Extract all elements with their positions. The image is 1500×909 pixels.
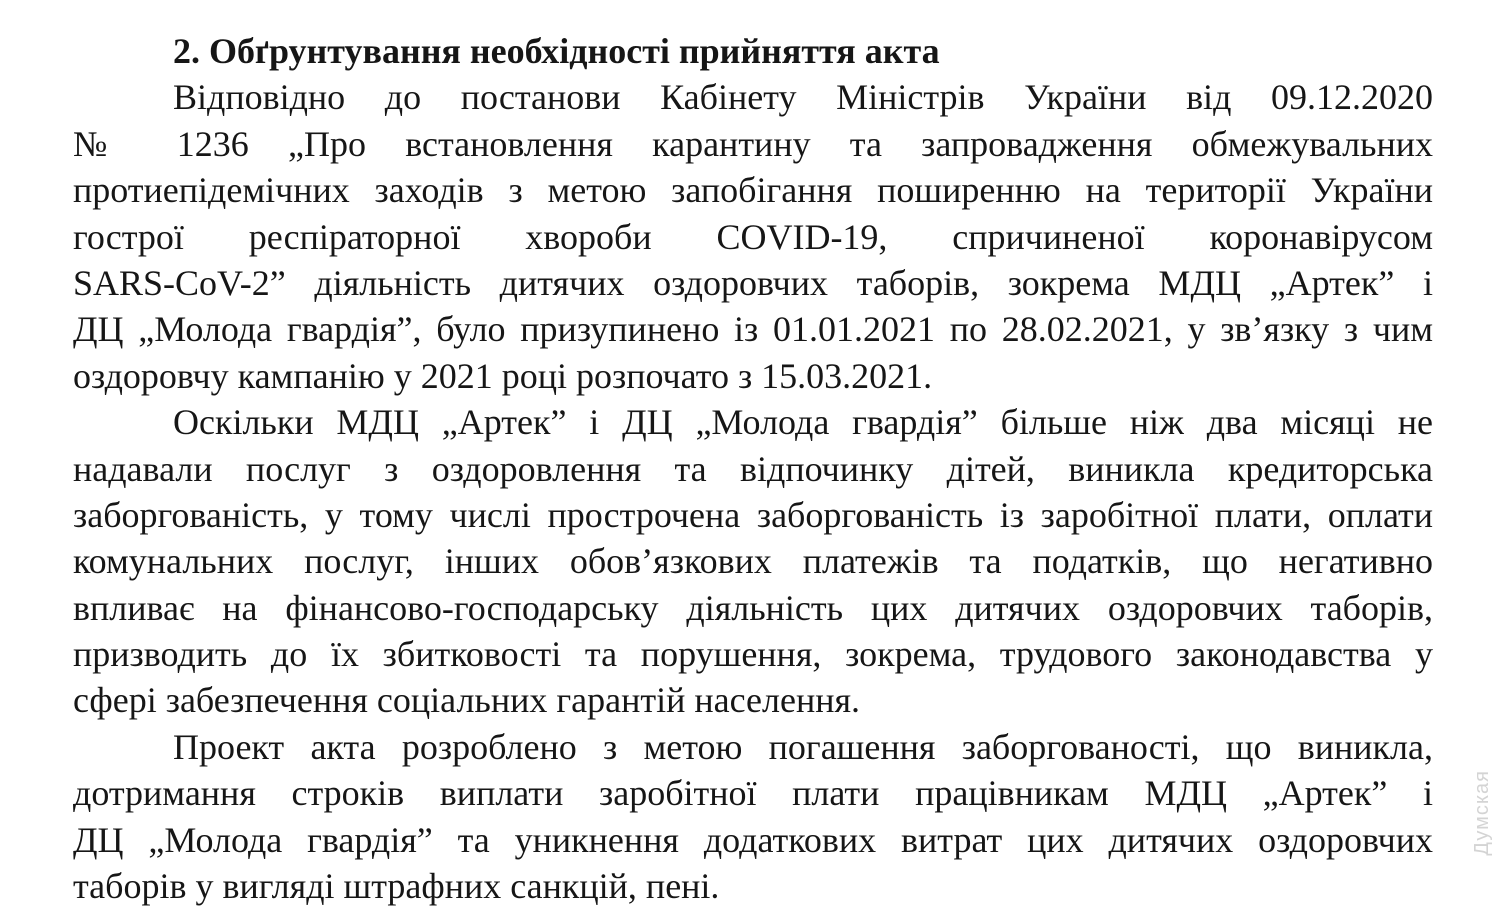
section-heading: 2. Обґрунтування необхідності прийняття акта xyxy=(173,31,940,71)
paragraph-3-line: Проект акта розроблено з метою погашення заборгованості, що виникла, xyxy=(173,726,1433,767)
paragraph-1-line: Відповідно до постанови Кабінету Міністрів України від 09.12.2020 xyxy=(173,77,1433,118)
paragraph-2-line: впливає на фінансово-господарську діяльність цих дитячих оздоровчих таборів, xyxy=(73,587,1433,628)
paragraph-1-line: SARS-CoV-2” діяльність дитячих оздоровчих таборів, зокрема МДЦ „Артек” і xyxy=(73,262,1433,303)
paragraph-2-line: призводить до їх збитковості та порушення, зокрема, трудового законодавства у xyxy=(73,634,1433,675)
paragraph-1-line: оздоровчу кампанію у 2021 році розпочато з 15.03.2021. xyxy=(73,355,933,396)
document-page xyxy=(73,28,1433,909)
paragraph-3-line: таборів у вигляді штрафних санкцій, пені. xyxy=(73,866,720,907)
paragraph-2-line: Оскільки МДЦ „Артек” і ДЦ „Молода гвардія” більше ніж два місяці не xyxy=(173,402,1433,443)
watermark: Думская xyxy=(1471,770,1493,856)
paragraph-1-line: ДЦ „Молода гвардія”, було призупинено із 01.01.2021 по 28.02.2021, у зв’язку з чим xyxy=(73,309,1433,350)
paragraph-3-line: ДЦ „Молода гвардія” та уникнення додаткових витрат цих дитячих оздоровчих xyxy=(73,819,1433,860)
paragraph-2-line: сфері забезпечення соціальних гарантій населення. xyxy=(73,680,861,721)
paragraph-3-line: дотримання строків виплати заробітної плати працівникам МДЦ „Артек” і xyxy=(73,773,1433,814)
paragraph-3 xyxy=(73,724,1433,909)
paragraph-2 xyxy=(73,399,1433,724)
paragraph-1-line: гострої респіраторної хвороби COVID-19, спричиненої коронавірусом xyxy=(73,216,1433,257)
paragraph-2-line: комунальних послуг, інших обов’язкових платежів та податків, що негативно xyxy=(73,541,1433,582)
paragraph-1-line: № 1236 „Про встановлення карантину та запровадження обмежувальних xyxy=(73,123,1433,164)
paragraph-2-line: надавали послуг з оздоровлення та відпочинку дітей, виникла кредиторська xyxy=(73,448,1433,489)
paragraph-1 xyxy=(73,74,1433,399)
paragraph-1-line: протиепідемічних заходів з метою запобігання поширенню на території України xyxy=(73,170,1433,211)
paragraph-2-line: заборгованість, у тому числі прострочена заборгованість із заробітної плати, оплати xyxy=(73,494,1433,535)
